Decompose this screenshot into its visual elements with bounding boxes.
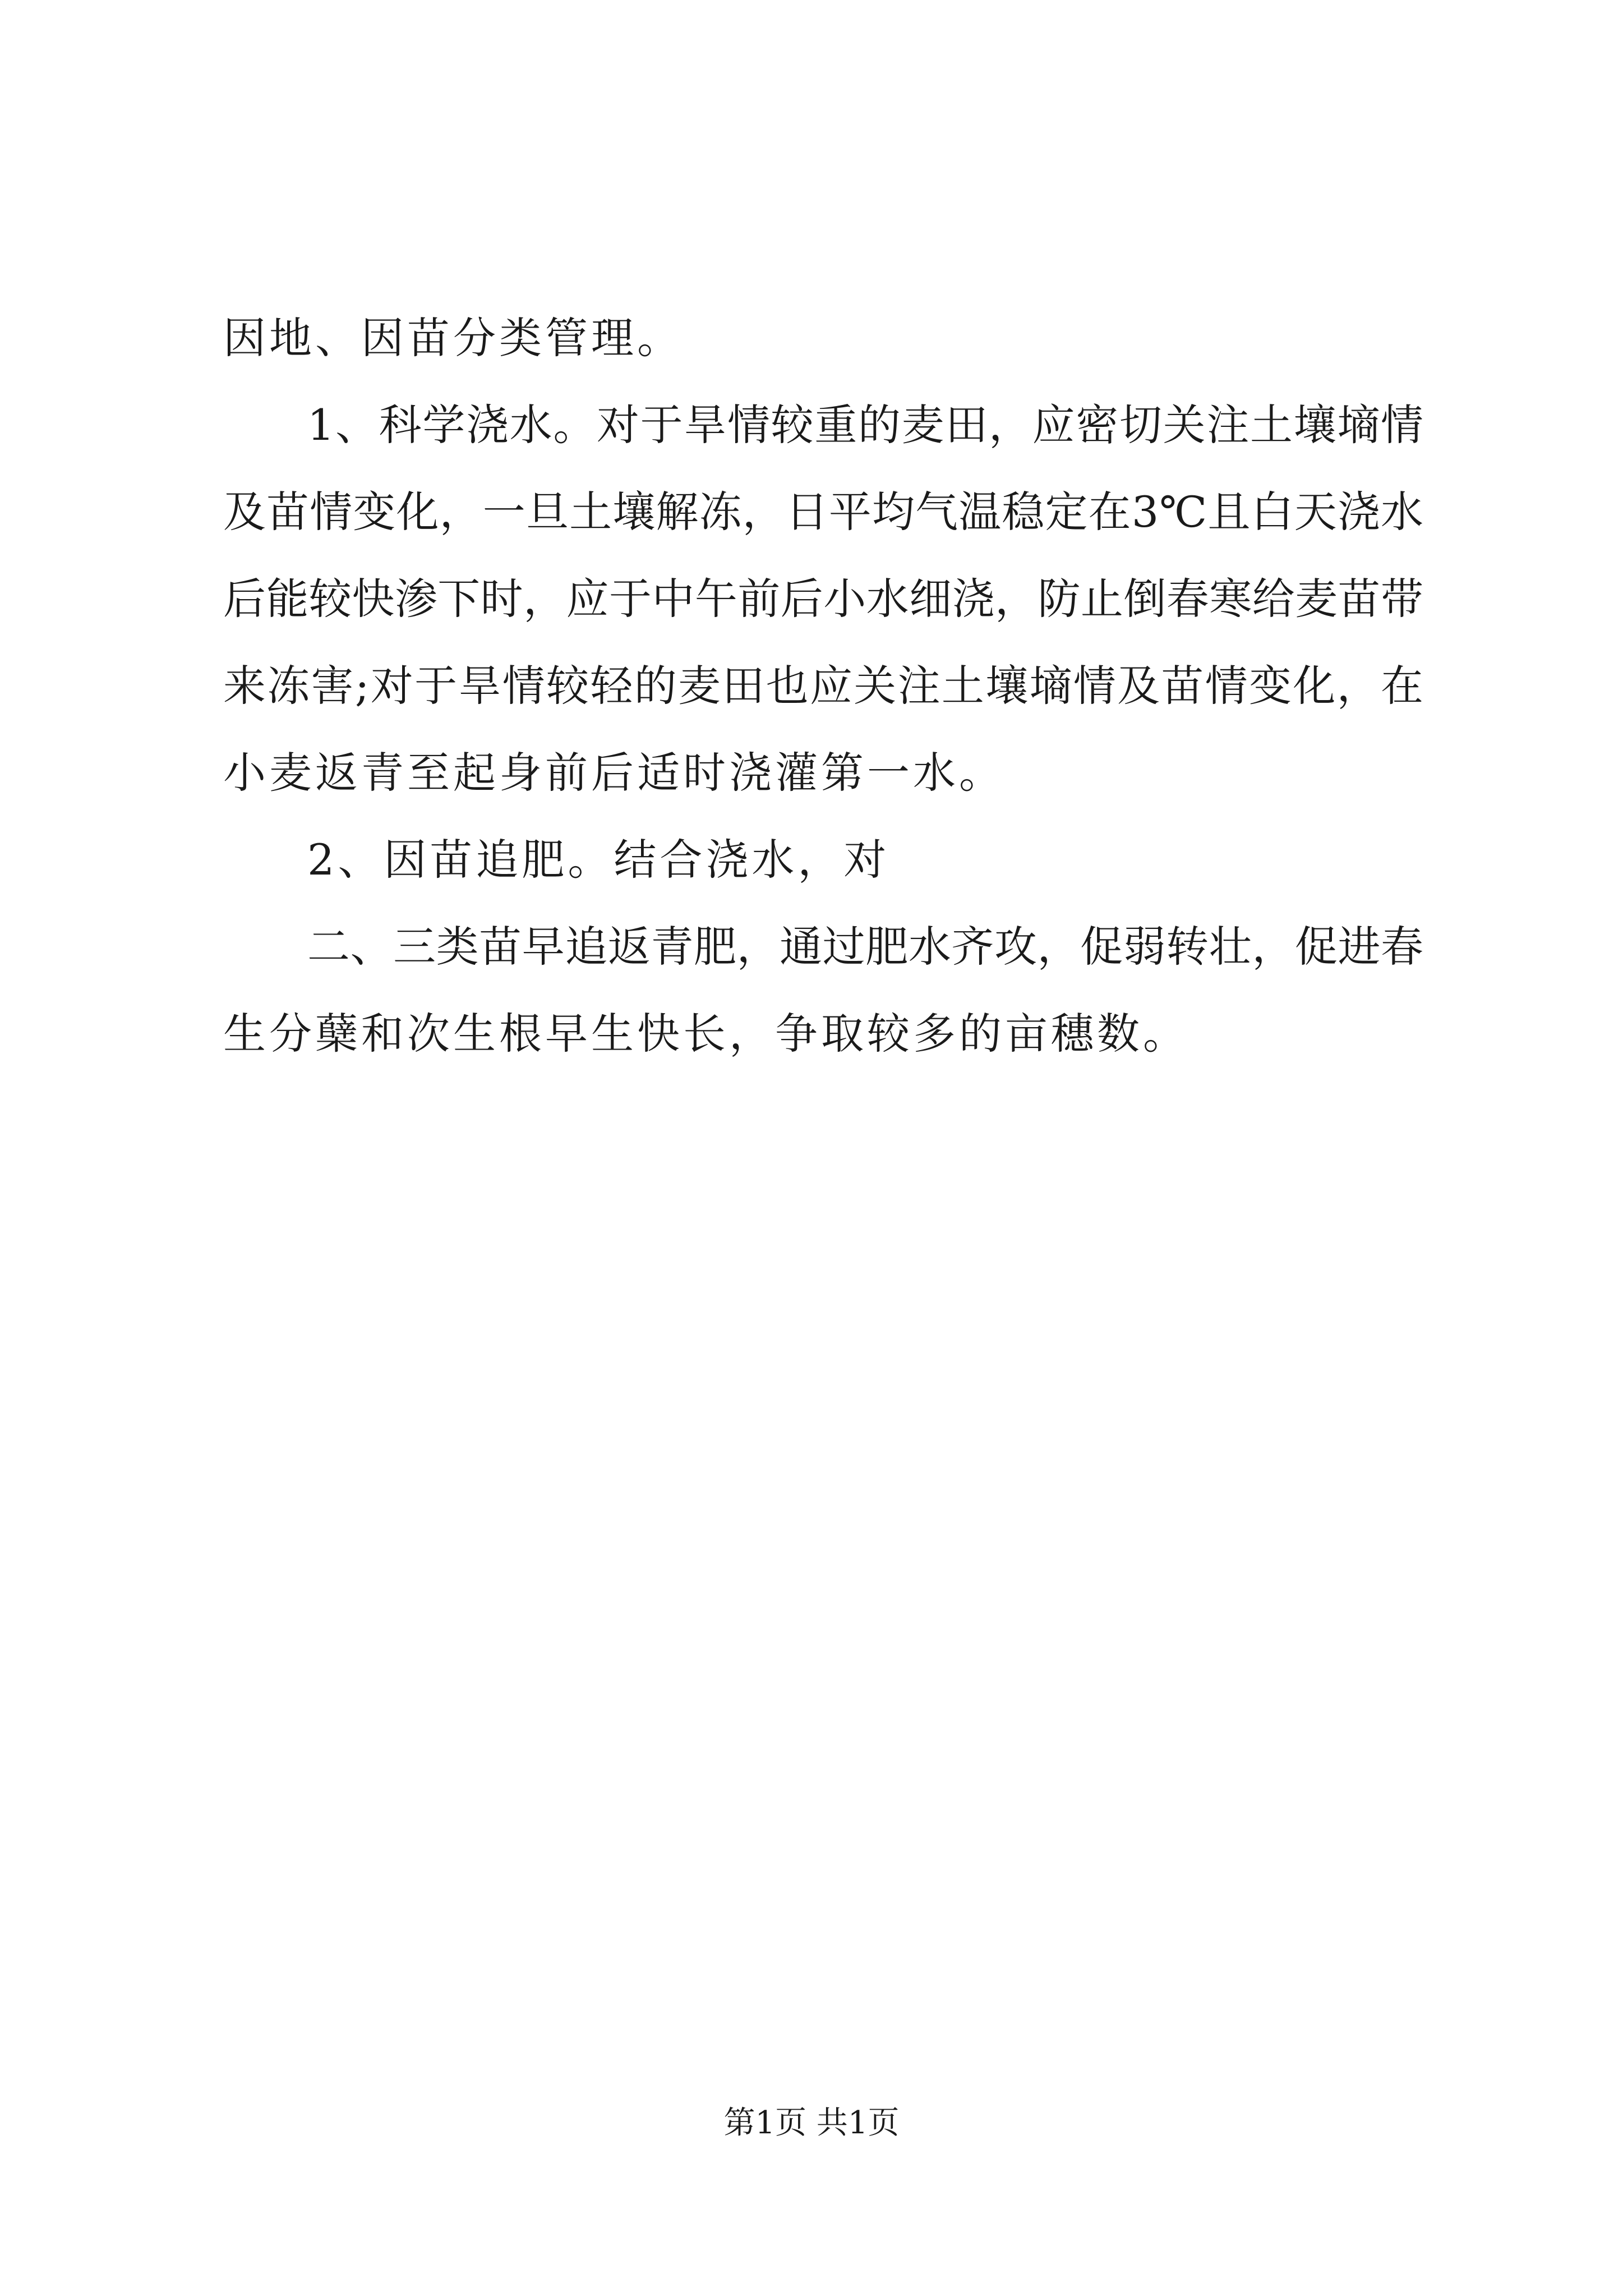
text-line: 后能较快渗下时，应于中午前后小水细浇，防止倒春寒给麦苗带 [223, 574, 1423, 624]
text-line: 及苗情变化，一旦土壤解冻，日平均气温稳定在3℃且白天浇水 [223, 487, 1423, 537]
text-line: 来冻害;对于旱情较轻的麦田也应关注土壤墒情及苗情变化，在 [223, 661, 1423, 711]
page-footer: 第1页 共1页 [723, 2105, 900, 2141]
text-line: 1、科学浇水。对于旱情较重的麦田，应密切关注土壤墒情 [307, 400, 1423, 450]
text-line: 生分蘖和次生根早生快长，争取较多的亩穗数。 [223, 1009, 1189, 1059]
text-line: 因地、因苗分类管理。 [223, 313, 683, 363]
text-line: 2、因苗追肥。结合浇水，对 [307, 835, 890, 885]
text-line: 二、三类苗早追返青肥，通过肥水齐攻，促弱转壮，促进春 [307, 922, 1423, 972]
text-line: 小麦返青至起身前后适时浇灌第一水。 [223, 748, 1005, 798]
